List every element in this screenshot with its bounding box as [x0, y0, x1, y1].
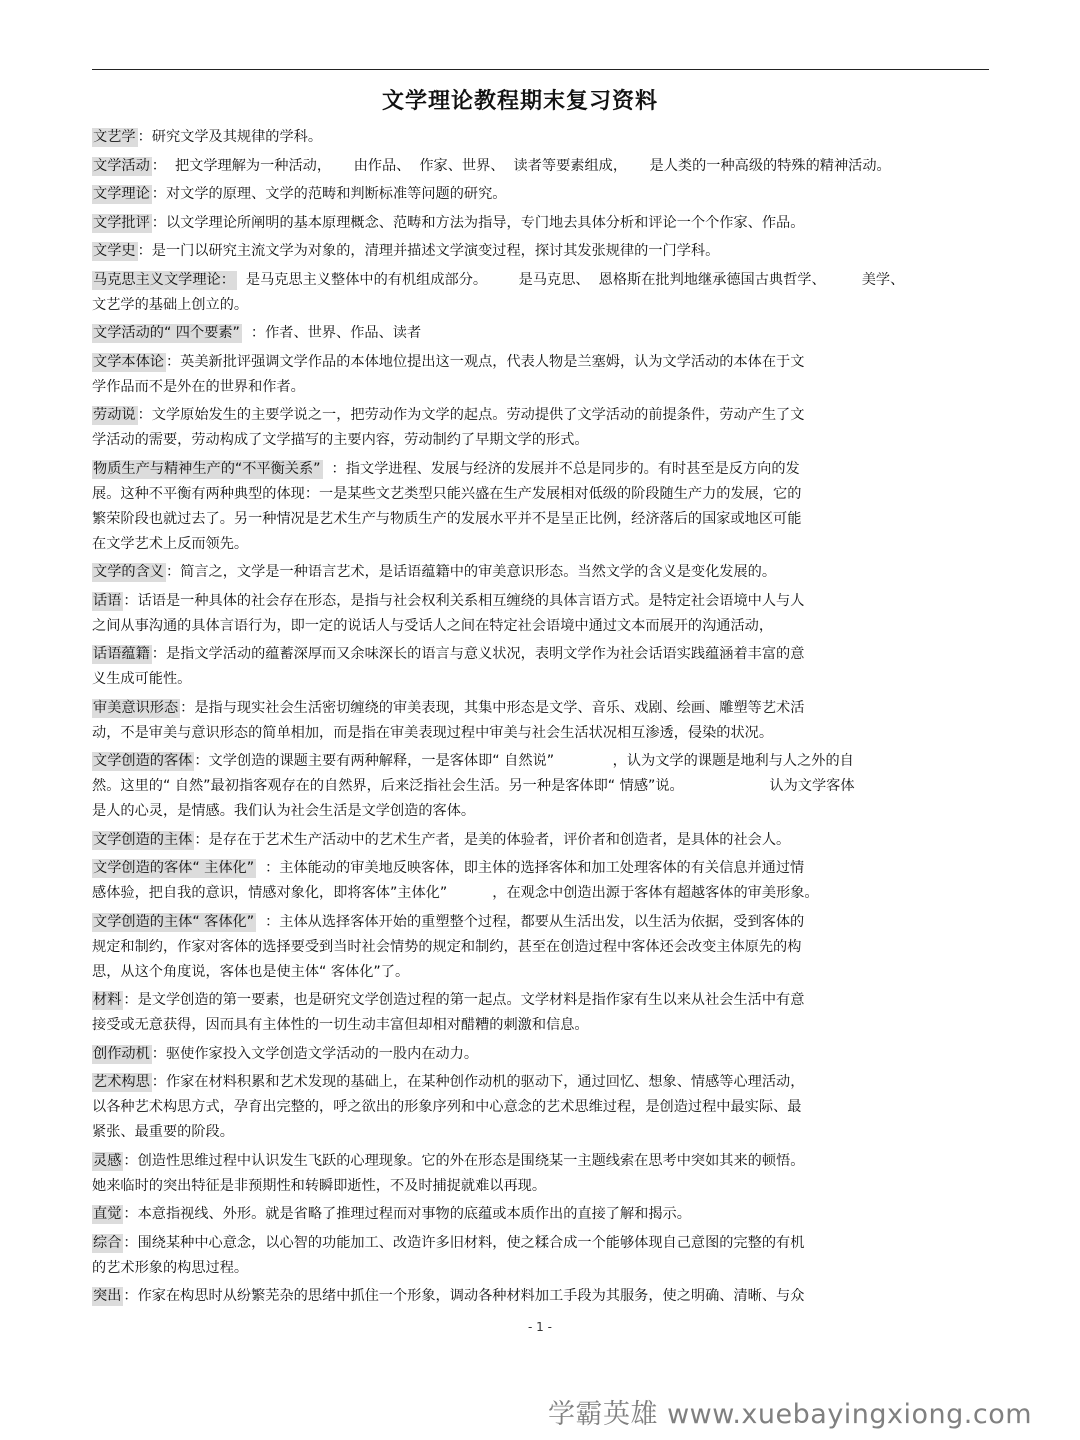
entry-term: 文学创造的主体“ 客体化”: [93, 913, 255, 930]
entry-term: 文学批评: [93, 214, 150, 231]
entry-text: 之间从事沟通的具体言语行为，即一定的说话人与受话人之间在特定社会语境中通过文本而展开的沟通活动，: [92, 617, 774, 634]
glossary-entry: [92, 1149, 992, 1199]
entry-term: 材料: [93, 992, 122, 1008]
entry-line: [92, 532, 992, 557]
glossary-entry: [92, 1231, 992, 1281]
entry-line: [92, 1256, 992, 1281]
entry-text: ：文学原始发生的主要学说之一，把劳动作为文学的起点。劳动提供了文学活动的前提条件，劳动产生了文: [137, 407, 805, 423]
entry-term: 文学创造的客体: [93, 753, 193, 769]
entry-line: [92, 696, 992, 721]
entry-text: ：作者、世界、作品、读者: [241, 325, 422, 341]
entry-text: 是马克思主义整体中的有机组成部分。 是马克思、 恩格斯在批判地继承德国古典哲学、 美学、: [236, 271, 905, 288]
glossary-entry: [92, 268, 992, 318]
entry-line: [92, 614, 992, 639]
glossary-entry: [92, 560, 992, 585]
entry-term: 话语蕴籍: [93, 646, 150, 662]
entry-text: 动，不是审美与意识形态的简单相加，而是指在审美表现过程中审美与社会生活状况相互渗透，侵染的状况。: [92, 724, 774, 741]
entry-term: 文艺学: [93, 129, 136, 145]
glossary-entry: [92, 125, 992, 150]
entry-text: ： 把文学理解为一种活动， 由作品、 作家、世界、 读者等要素组成， 是人类的一种高级的特殊的精神活动。: [151, 157, 891, 174]
entry-line: [92, 154, 992, 179]
entry-text: ：是存在于艺术生产活动中的艺术生产者，是美的体验者，评价者和创造者，是具体的社会人。: [194, 831, 791, 848]
entry-line: [92, 799, 992, 824]
entry-line: [92, 881, 992, 906]
entry-line: [92, 428, 992, 453]
glossary-entry: [92, 1202, 992, 1227]
entry-text: ：是一门以研究主流文学为对象的，清理并描述文学演变过程，探讨其发张规律的一门学科。: [137, 243, 720, 259]
entry-text: 紧张、最重要的阶段。: [92, 1124, 234, 1140]
entry-line: [92, 988, 992, 1013]
entry-line: [92, 293, 992, 318]
entry-term: 物质生产与精神生产的“不平衡关系”: [93, 460, 321, 477]
entry-line: [92, 1174, 992, 1199]
entry-text: ：创造性思维过程中认识发生飞跃的心理现象。它的外在形态是围绕某一主题线索在思考中突如其来的顿悟。: [123, 1152, 805, 1169]
page-number: - 1 -: [528, 1320, 552, 1334]
entry-term: 文学史: [93, 243, 136, 259]
entry-term: 艺术构思: [93, 1074, 150, 1090]
entry-text: ：话语是一种具体的社会存在形态，是指与社会权利关系相互缠绕的具体言语方式。是特定社会语境中人与人: [123, 592, 805, 609]
entry-text: ：围绕某种中心意念，以心智的功能加工、改造许多旧材料，使之糅合成一个能够体现自己意图的完整的有机: [123, 1234, 805, 1251]
entry-line: [92, 560, 992, 585]
entry-term: 劳动说: [93, 407, 136, 423]
entry-line: [92, 182, 992, 207]
entry-line: [92, 774, 992, 799]
header-rule: [92, 69, 989, 70]
entry-line: [92, 1231, 992, 1256]
entry-text: ：指文学进程、发展与经济的发展并不总是同步的。有时甚至是反方向的发: [322, 460, 800, 477]
entry-line: [92, 589, 992, 614]
entry-line: [92, 960, 992, 985]
entry-line: [92, 350, 992, 375]
entry-text: ：驱使作家投入文学创造文学活动的一股内在动力。: [151, 1045, 479, 1062]
entry-text: ：本意指视线、外形。就是省略了推理过程而对事物的底蕴或本质作出的直接了解和揭示。: [123, 1206, 691, 1222]
entry-text: ：主体从选择客体开始的重塑整个过程，都要从生活出发，以生活为依据，受到客体的: [256, 913, 805, 930]
entry-term: 话语: [93, 592, 122, 609]
entry-text: 思，从这个角度说，客体也是使主体“ 客体化”了。: [92, 963, 410, 980]
entry-term: 文学创造的客体“ 主体化”: [93, 860, 255, 876]
entry-line: [92, 1095, 992, 1120]
glossary-entry: [92, 910, 992, 985]
entry-line: [92, 403, 992, 428]
entry-line: [92, 1013, 992, 1038]
entry-text: 繁荣阶段也就过去了。另一种情况是艺术生产与物质生产的发展水平并不是呈正比例，经济落后的国家或地区可能: [92, 510, 802, 527]
entry-term: 综合: [93, 1234, 122, 1251]
glossary-entry: [92, 457, 992, 557]
entry-text: ：作家在构思时从纷繁芜杂的思绪中抓住一个形象，调动各种材料加工手段为其服务，使之明确、清晰、与众: [123, 1288, 805, 1304]
entry-line: [92, 482, 992, 507]
glossary-entry: [92, 828, 992, 853]
entry-line: [92, 321, 992, 346]
glossary-entry: [92, 403, 992, 453]
entry-line: [92, 507, 992, 532]
entry-term: 文学的含义: [93, 564, 164, 580]
entry-line: [92, 1042, 992, 1067]
entry-term: 灵感: [93, 1152, 122, 1169]
entry-text: ：是文学创造的第一要素，也是研究文学创造过程的第一起点。文学材料是指作家有生以来从社会生活中有意: [123, 992, 805, 1008]
entry-text: 在文学艺术上反而领先。: [92, 535, 249, 552]
entry-line: [92, 1070, 992, 1095]
glossary-entry: [92, 211, 992, 236]
entry-term: 文学理论: [93, 186, 150, 202]
glossary-entry: [92, 696, 992, 746]
glossary-entry: [92, 182, 992, 207]
entry-line: [92, 1120, 992, 1145]
entry-line: [92, 667, 992, 692]
entry-text: 文艺学的基础上创立的。: [92, 296, 249, 313]
entry-text: ：简言之，文学是一种语言艺术，是话语蕴籍中的审美意识形态。当然文学的含义是变化发展的。: [165, 564, 777, 580]
glossary-entry: [92, 350, 992, 400]
glossary-entry: [92, 988, 992, 1038]
entry-text: ：对文学的原理、文学的范畴和判断标准等问题的研究。: [151, 186, 507, 202]
entry-term: 马克思主义文学理论：: [93, 271, 235, 288]
entry-line: [92, 125, 992, 150]
entry-text: 展。这种不平衡有两种典型的体现：一是某些文艺类型只能兴盛在生产发展相对低级的阶段随生产力的发展，它的: [92, 485, 802, 502]
glossary-entry: [92, 1070, 992, 1145]
entry-line: [92, 1202, 992, 1227]
entry-text: ：以文学理论所阐明的基本原理概念、范畴和方法为指导，专门地去具体分析和评论一个个作家、作品。: [151, 214, 805, 231]
entry-text: 学作品而不是外在的世界和作者。: [92, 378, 305, 395]
entry-line: [92, 856, 992, 881]
entry-line: [92, 721, 992, 746]
entry-line: [92, 211, 992, 236]
entry-line: [92, 375, 992, 400]
entry-line: [92, 457, 992, 482]
entry-text: ：是指文学活动的蕴蓄深厚而又余味深长的语言与意义状况，表明文学作为社会话语实践蕴涵着丰富的意: [151, 646, 805, 662]
entry-text: 以各种艺术构思方式，孕育出完整的，呼之欲出的形象序列和中心意念的艺术思维过程，是创造过程中最实际、最: [92, 1099, 802, 1115]
entry-line: [92, 268, 992, 293]
entry-term: 审美意识形态: [93, 699, 179, 716]
entry-text: ：英美新批评强调文学作品的本体地位提出这一观点，代表人物是兰塞姆，认为文学活动的本体在于文: [165, 353, 805, 370]
glossary-entry: [92, 856, 992, 906]
watermark: 学霸英雄 www.xuebayingxiong.com: [548, 1399, 1033, 1430]
glossary-entry: [92, 749, 992, 824]
entry-term: 创作动机: [93, 1045, 150, 1062]
entry-term: 文学创造的主体: [93, 831, 193, 848]
entry-text: 学活动的需要，劳动构成了文学描写的主要内容，劳动制约了早期文学的形式。: [92, 432, 589, 448]
entry-text: 规定和制约，作家对客体的选择要受到当时社会情势的规定和制约，甚至在创造过程中客体还会改变主体原先的构: [92, 938, 802, 955]
entry-term: 直觉: [93, 1206, 122, 1222]
entry-line: [92, 1284, 992, 1309]
entry-text: 她来临时的突出特征是非预期性和转瞬即逝性，不及时捕捉就难以再现。: [92, 1177, 547, 1194]
glossary-entry: [92, 154, 992, 179]
entry-line: [92, 935, 992, 960]
glossary-entry: [92, 642, 992, 692]
glossary-entry: [92, 321, 992, 346]
entry-term: 文学活动: [93, 157, 150, 174]
entry-line: [92, 642, 992, 667]
document-body: [92, 125, 992, 1313]
entry-text: 然。这里的“ 自然”最初指客观存在的自然界，后来泛指社会生活。另一种是客体即“ 情感”说。 认为文学客体: [92, 778, 855, 794]
entry-term: 突出: [93, 1288, 122, 1304]
entry-line: [92, 749, 992, 774]
entry-line: [92, 828, 992, 853]
entry-term: 文学本体论: [93, 353, 164, 370]
entry-text: 的艺术形象的构思过程。: [92, 1259, 249, 1276]
entry-text: ：作家在材料积累和艺术发现的基础上，在某种创作动机的驱动下，通过回忆、想象、情感等心理活动，: [151, 1074, 805, 1090]
entry-line: [92, 1149, 992, 1174]
entry-line: [92, 910, 992, 935]
entry-text: ：是指与现实社会生活密切缠绕的审美表现，其集中形态是文学、音乐、戏剧、绘画、雕塑等艺术活: [180, 699, 805, 716]
glossary-entry: [92, 1042, 992, 1067]
glossary-entry: [92, 239, 992, 264]
entry-text: 义生成可能性。: [92, 671, 192, 687]
entry-term: 文学活动的“ 四个要素”: [93, 325, 240, 341]
page-title: 文学理论教程期末复习资料: [381, 89, 658, 114]
glossary-entry: [92, 1284, 992, 1309]
glossary-entry: [92, 589, 992, 639]
entry-text: 是人的心灵，是情感。我们认为社会生活是文学创造的客体。: [92, 803, 476, 819]
entry-line: [92, 239, 992, 264]
entry-text: ：主体能动的审美地反映客体，即主体的选择客体和加工处理客体的有关信息并通过情: [256, 860, 805, 876]
entry-text: 接受或无意获得，因而具有主体性的一切生动丰富但却相对醋糟的刺激和信息。: [92, 1017, 589, 1033]
entry-text: ：研究文学及其规律的学科。: [137, 129, 323, 145]
entry-text: 感体验，把自我的意识，情感对象化，即将客体”主体化” ，在观念中创造出源于客体有超越客体的审美形象。: [92, 885, 819, 901]
entry-text: ：文学创造的课题主要有两种解释，一是客体即“ 自然说” ，认为文学的课题是地利与人之外的自: [194, 753, 854, 769]
